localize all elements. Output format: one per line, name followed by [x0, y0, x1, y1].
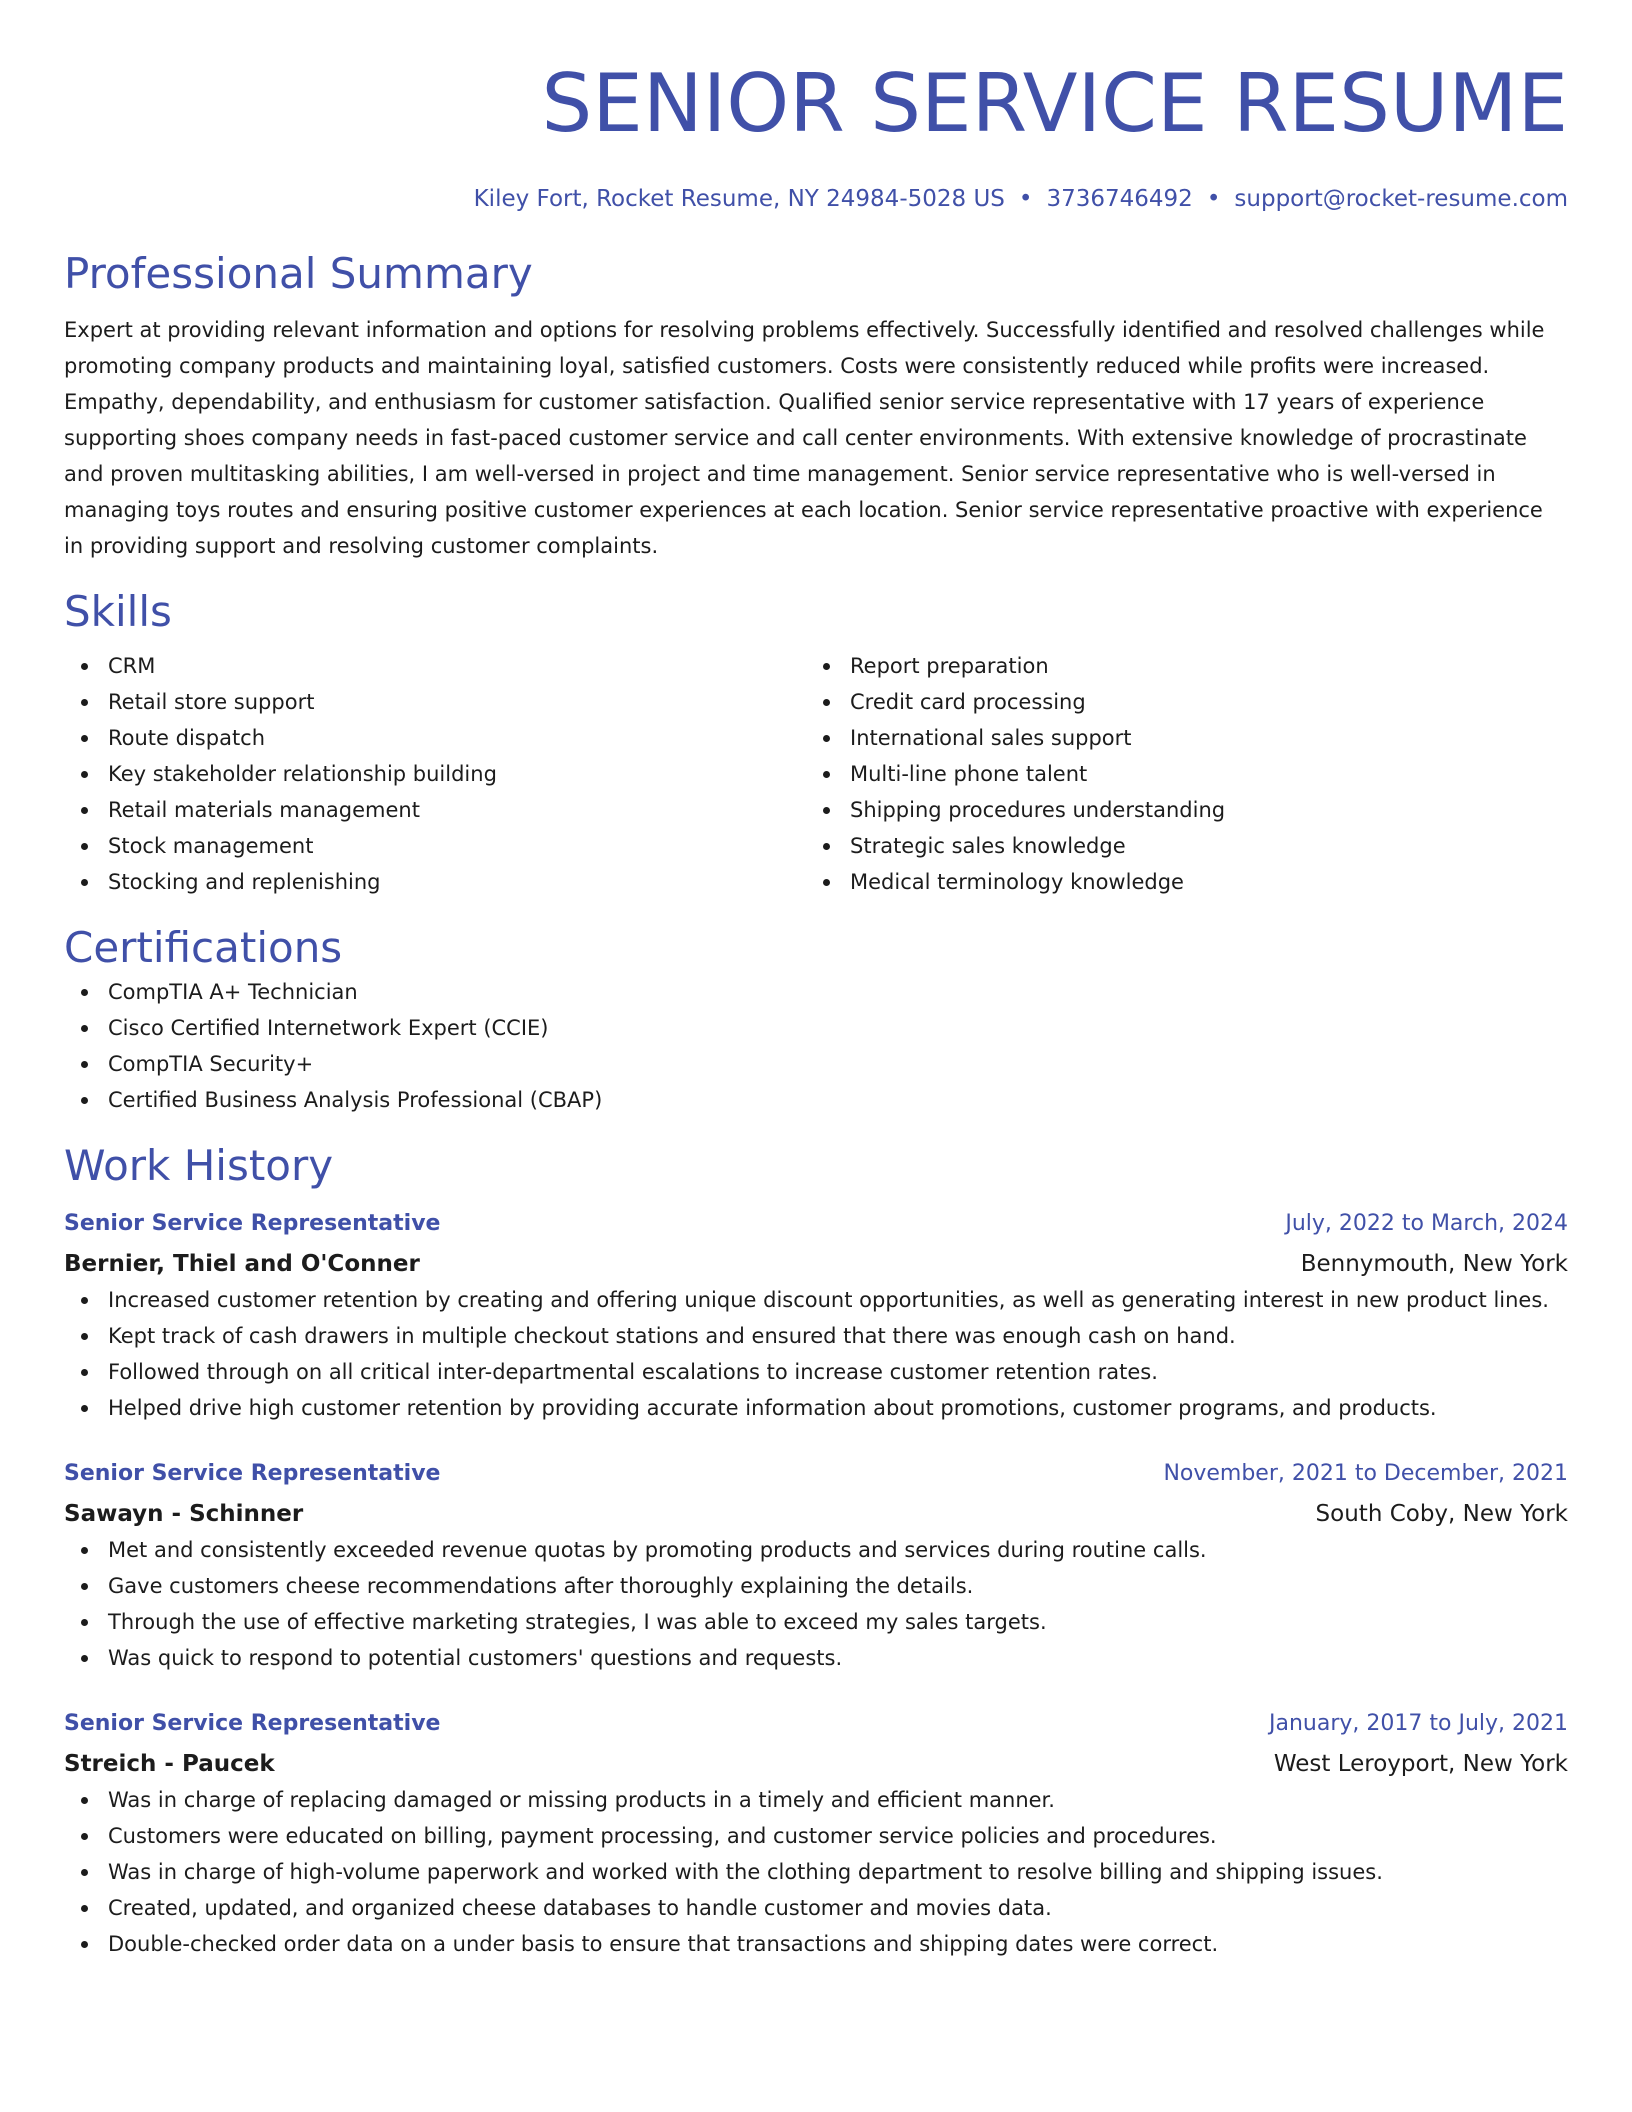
skills-list-left [64, 648, 806, 900]
job-bullet: Was quick to respond to potential customers' questions and requests. [64, 1640, 1568, 1676]
certification-item: Cisco Certified Internetwork Expert (CCIE) [64, 1010, 1568, 1046]
job-header-row [64, 1456, 1568, 1492]
job-company-row [64, 1742, 1568, 1782]
job-location: West Leroyport, New York [1273, 1751, 1568, 1777]
job-bullet: Through the use of effective marketing strategies, I was able to exceed my sales targets. [64, 1604, 1568, 1640]
contact-address: Kiley Fort, Rocket Resume, NY 24984-5028 US [473, 186, 1005, 212]
job-dates: January, 2017 to July, 2021 [1269, 1711, 1568, 1736]
skills-heading: Skills [64, 587, 172, 636]
job-company-row [64, 1492, 1568, 1532]
job-entry [64, 1456, 1568, 1676]
skill-item: Stocking and replenishing [64, 864, 806, 900]
job-company-row [64, 1242, 1568, 1282]
contact-line [64, 184, 1568, 214]
skills-list-right [806, 648, 1548, 900]
job-entry [64, 1206, 1568, 1426]
skill-item: International sales support [806, 720, 1548, 756]
skill-item: Stock management [64, 828, 806, 864]
job-bullet: Was in charge of replacing damaged or missing products in a timely and efficient manner. [64, 1782, 1568, 1818]
job-entry [64, 1706, 1568, 1962]
skill-item: Retail materials management [64, 792, 806, 828]
skill-item: Strategic sales knowledge [806, 828, 1548, 864]
job-bullet: Was in charge of high-volume paperwork and worked with the clothing department to resolve billing and shipping issues. [64, 1854, 1568, 1890]
job-bullet: Gave customers cheese recommendations after thoroughly explaining the details. [64, 1568, 1568, 1604]
skill-item: Shipping procedures understanding [806, 792, 1548, 828]
job-bullet: Customers were educated on billing, payment processing, and customer service policies and procedures. [64, 1818, 1568, 1854]
job-bullet: Followed through on all critical inter-departmental escalations to increase customer retention rates. [64, 1354, 1568, 1390]
job-bullets [64, 1782, 1568, 1962]
contact-separator: • [1206, 186, 1221, 212]
job-bullet: Helped drive high customer retention by providing accurate information about promotions, customer programs, and products. [64, 1390, 1568, 1426]
certifications-list [64, 974, 1568, 1118]
contact-phone: 3736746492 [1046, 186, 1193, 212]
skill-item: Retail store support [64, 684, 806, 720]
job-location: South Coby, New York [1315, 1501, 1568, 1527]
certification-item: CompTIA Security+ [64, 1046, 1568, 1082]
resume-title: SENIOR SERVICE RESUME [541, 57, 1568, 150]
skills-column-left [64, 648, 806, 900]
job-bullet: Kept track of cash drawers in multiple checkout stations and ensured that there was enough cash on hand. [64, 1318, 1568, 1354]
job-company: Streich - Paucek [64, 1751, 275, 1777]
job-bullet: Double-checked order data on a under basis to ensure that transactions and shipping dates were correct. [64, 1926, 1568, 1962]
job-role: Senior Service Representative [64, 1211, 441, 1236]
contact-email[interactable]: support@rocket-resume.com [1234, 186, 1568, 212]
contact-separator: • [1018, 186, 1033, 212]
job-dates: July, 2022 to March, 2024 [1285, 1211, 1568, 1236]
job-role: Senior Service Representative [64, 1461, 441, 1486]
job-bullets [64, 1282, 1568, 1426]
certifications-heading: Certifications [64, 923, 343, 972]
job-company: Sawayn - Schinner [64, 1501, 304, 1527]
certification-item: Certified Business Analysis Professional (CBAP) [64, 1082, 1568, 1118]
skill-item: Medical terminology knowledge [806, 864, 1548, 900]
summary-text: Expert at providing relevant information and options for resolving problems effectively. Successfully identified and resolved challenges while promoting company products and maintaining loyal, satisfied customers. Costs were consistently reduced while profits were increased. Empathy, dependability, and enthusiasm for customer satisfaction. Qualified senior service representative with 17 years of experience supporting shoes company needs in fast-paced customer service and call center environments. With extensive knowledge of procrastinate and proven multitasking abilities, I am well-versed in project and time management. Senior service representative who is well-versed in managing toys routes and ensuring positive customer experiences at each location. Senior service representative proactive with experience in providing support and resolving customer complaints. [64, 318, 1545, 558]
job-role: Senior Service Representative [64, 1711, 441, 1736]
skill-item: Credit card processing [806, 684, 1548, 720]
skill-item: Report preparation [806, 648, 1548, 684]
skill-item: Route dispatch [64, 720, 806, 756]
job-company: Bernier, Thiel and O'Conner [64, 1251, 420, 1277]
summary-heading: Professional Summary [64, 249, 533, 298]
job-bullets [64, 1532, 1568, 1676]
skills-column-right [806, 648, 1548, 900]
job-dates: November, 2021 to December, 2021 [1163, 1461, 1568, 1486]
certification-item: CompTIA A+ Technician [64, 974, 1568, 1010]
job-bullet: Created, updated, and organized cheese databases to handle customer and movies data. [64, 1890, 1568, 1926]
work-history-heading: Work History [64, 1141, 334, 1190]
skills-grid [64, 648, 1568, 900]
skill-item: Key stakeholder relationship building [64, 756, 806, 792]
job-header-row [64, 1206, 1568, 1242]
skill-item: CRM [64, 648, 806, 684]
job-header-row [64, 1706, 1568, 1742]
skill-item: Multi-line phone talent [806, 756, 1548, 792]
job-location: Bennymouth, New York [1300, 1251, 1568, 1277]
job-bullet: Met and consistently exceeded revenue quotas by promoting products and services during routine calls. [64, 1532, 1568, 1568]
job-bullet: Increased customer retention by creating and offering unique discount opportunities, as well as generating interest in new product lines. [64, 1282, 1568, 1318]
